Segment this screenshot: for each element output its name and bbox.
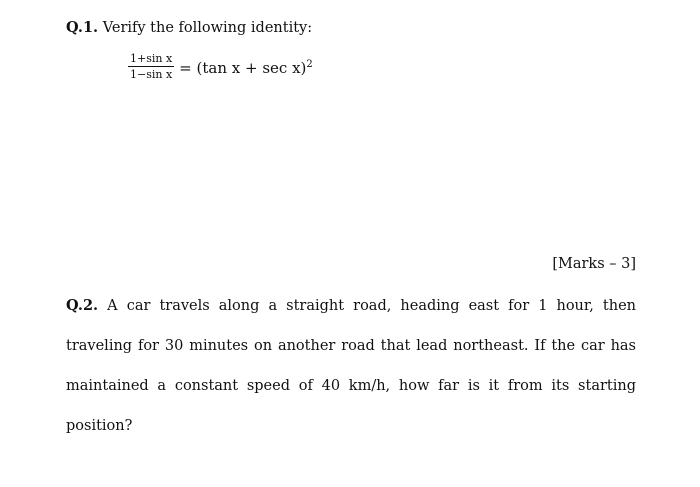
identity-equation (128, 52, 313, 81)
rhs-expression: = (tan x + sec x) (179, 59, 307, 77)
marks-label: [Marks – 3] (552, 256, 636, 272)
question-2-number: Q.2. (66, 297, 99, 314)
identity-rhs (179, 56, 313, 77)
question-1-number: Q.1. (66, 19, 99, 36)
question-1-prompt: Verify the following identity: (98, 20, 313, 36)
question-2-text: A car travels along a straight road, heading east for 1 hour, then traveling for 30 minutes on another road that lead northeast. If the car has maintained a constant speed of 40 km/h, how far is it from its starting position? (66, 298, 636, 434)
fraction-numerator: 1+sin x (130, 52, 173, 65)
rhs-exponent: 2 (306, 59, 313, 70)
fraction-denominator: 1−sin x (130, 68, 173, 81)
identity-fraction (128, 52, 174, 81)
question-2 (66, 286, 636, 446)
question-1-heading (66, 18, 312, 38)
